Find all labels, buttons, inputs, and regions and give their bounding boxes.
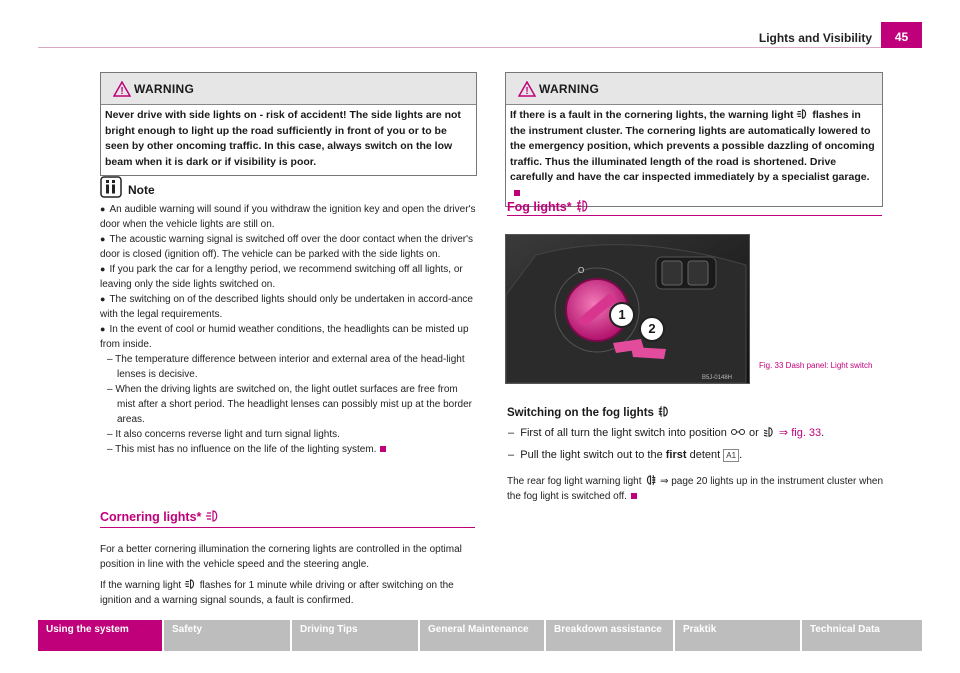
- svg-text:O: O: [578, 266, 585, 275]
- cornering-warning-icon: [184, 579, 197, 589]
- fog-light-icon: [575, 199, 591, 213]
- warning-triangle-icon: [518, 81, 536, 97]
- fog-step-1: – First of all turn the light switch into position or ⇒ fig. 33.: [508, 427, 825, 439]
- cornering-para-1: For a better cornering illumination the cornering lights are controlled in the optimal position in line with the vehicle speed and the steering angle.: [100, 544, 462, 570]
- note-subitem: – The temperature difference between interior and external area of the head-light lenses is decisive.: [107, 354, 465, 380]
- note-bullet: ● The acoustic warning signal is switched off over the door contact when the driver's door is closed (ignition off). The vehicle can be parked with the side lights on.: [100, 234, 474, 260]
- cornering-text: [100, 542, 478, 608]
- note-subitem: – It also concerns reverse light and turn signal lights.: [107, 429, 340, 440]
- tab-technical-data[interactable]: Technical Data: [802, 620, 922, 651]
- page-section-title: Lights and Visibility: [758, 31, 872, 45]
- warning-header: [101, 73, 476, 105]
- low-beam-icon: [762, 427, 776, 437]
- page-reference: page 20: [671, 476, 708, 487]
- end-marker: [514, 190, 520, 196]
- warning-triangle-icon: [113, 81, 131, 97]
- fog-light-icon: [657, 405, 671, 418]
- fog-lights-title: Fog lights*: [507, 199, 591, 214]
- section-rule: [100, 527, 475, 528]
- header-rule: [38, 47, 922, 48]
- warning-label: WARNING: [134, 82, 195, 96]
- tab-praktik[interactable]: Praktik: [675, 620, 800, 651]
- tab-driving-tips[interactable]: Driving Tips: [292, 620, 418, 651]
- cornering-lights-title: Cornering lights*: [100, 510, 221, 524]
- note-bullet: ● If you park the car for a lengthy period, we recommend switching off all lights, or leaving only the side lights switched on.: [100, 264, 463, 290]
- side-light-icon: [730, 427, 746, 437]
- page-number: 45: [881, 22, 922, 48]
- tab-general-maintenance[interactable]: General Maintenance: [420, 620, 544, 651]
- fog-subheading: Switching on the fog lights: [507, 405, 671, 419]
- cornering-light-icon: [205, 510, 221, 522]
- figure-caption: Fig. 33 Dash panel: Light switch: [759, 361, 873, 370]
- note-info-icon: [100, 176, 122, 198]
- note-bullet: ● In the event of cool or humid weather conditions, the headlights can be misted up from inside.: [100, 324, 469, 350]
- fog-step-2: – Pull the light switch out to the first detent A1 .: [508, 449, 743, 461]
- light-switch-figure: [505, 234, 750, 384]
- callout-1: 1: [609, 302, 635, 328]
- warning-header: [506, 73, 882, 105]
- tab-using-the-system[interactable]: Using the system: [38, 620, 162, 651]
- rear-fog-light-icon: [644, 474, 657, 486]
- svg-text:!: !: [525, 86, 529, 97]
- note-subitem: – When the driving lights are switched on, the light outlet surfaces are free from mist after a short period. The headlight lenses can possibly mist up at the border areas.: [107, 384, 473, 425]
- figure-reference-link[interactable]: ⇒ fig. 33: [778, 427, 822, 439]
- callout-2: 2: [639, 316, 665, 342]
- footer-tabs: [38, 620, 922, 651]
- figure-code: B5J-0148H: [701, 375, 732, 381]
- tab-safety[interactable]: Safety: [164, 620, 290, 651]
- cornering-para-2: If the warning light flashes for 1 minute while driving or after switching on the ignition and a warning signal sounds, a fault is confirmed.: [100, 580, 454, 606]
- warning-label: WARNING: [539, 82, 600, 96]
- end-marker: [380, 446, 386, 452]
- note-bullet: ● An audible warning will sound if you withdraw the ignition key and open the driver's door when the vehicle lights are still on.: [100, 204, 476, 230]
- section-rule: [507, 215, 882, 216]
- note-label: Note: [128, 183, 155, 197]
- fog-paragraph: The rear fog light warning light ⇒ page 20 lights up in the instrument cluster when the fog light is switched off.: [507, 476, 884, 502]
- note-list: [100, 202, 476, 457]
- tab-breakdown-assistance[interactable]: Breakdown assistance: [546, 620, 673, 651]
- note-reference-box: A1: [723, 449, 739, 462]
- note-subitem: – This mist has no influence on the life of the lighting system.: [100, 442, 476, 457]
- end-marker: [631, 493, 637, 499]
- note-bullet: ● The switching on of the described lights should only be undertaken in accord-ance with the legal requirements.: [100, 294, 473, 320]
- warning-box-left: [100, 72, 477, 176]
- warning-text: If there is a fault in the cornering lights, the warning light flashes in the instrument cluster. The cornering lights are automatically lowered to the emergency position, which prevents a possible dazzling of oncoming traffic. Thus the illuminated length of the road is shortened. Drive carefully and have the car inspected immediately by a specialist garage.: [506, 105, 882, 206]
- warning-text: Never drive with side lights on - risk of accident! The side lights are not bright enough to light up the road sufficiently in front of you or to be seen by other oncoming traffic. In this case, always switch on the low beam when it is dark or if visibility is poor.: [105, 109, 461, 168]
- cornering-warning-icon: [796, 109, 809, 119]
- warning-box-right: [505, 72, 883, 207]
- svg-text:!: !: [120, 86, 124, 97]
